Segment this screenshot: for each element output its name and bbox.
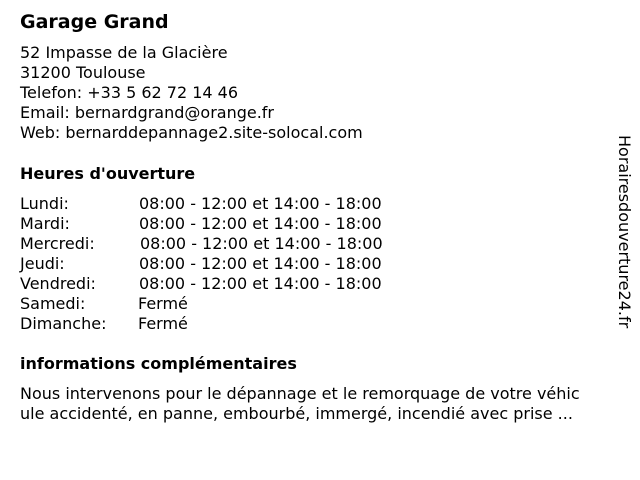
page-title: Garage Grand: [20, 11, 169, 33]
watermark: [610, 135, 635, 371]
street-address: 52 Impasse de la Glacière: [20, 43, 228, 62]
address-block: [20, 43, 363, 143]
website: Web: bernarddepannage2.site-solocal.com: [20, 123, 363, 142]
time-value: Fermé: [138, 294, 188, 313]
time-value: 08:00 - 12:00 et 14:00 - 18:00: [139, 214, 382, 233]
email-address: Email: bernardgrand@orange.fr: [20, 103, 275, 122]
watermark-text: Horairesdouverture24.fr: [615, 135, 634, 329]
day-label: Mardi:: [20, 214, 70, 233]
info-line: Nous intervenons pour le dépannage et le remorquage de votre véhic: [20, 384, 580, 403]
opening-hours-heading: Heures d'ouverture: [20, 164, 196, 183]
time-value: 08:00 - 12:00 et 14:00 - 18:00: [139, 274, 382, 293]
info-line: ule accidenté, en panne, embourbé, immergé, incendié avec prise ...: [20, 404, 573, 423]
day-label: Vendredi:: [20, 274, 96, 293]
additional-info-heading: informations complémentaires: [20, 354, 297, 373]
day-label: Dimanche:: [20, 314, 107, 333]
day-label: Samedi:: [20, 294, 86, 313]
day-label: Mercredi:: [20, 234, 95, 253]
time-value: Fermé: [138, 314, 188, 333]
additional-info-text: [20, 384, 580, 424]
city-postal: 31200 Toulouse: [20, 63, 146, 82]
day-label: Jeudi:: [20, 254, 65, 273]
day-label: Lundi:: [20, 194, 69, 213]
time-value: 08:00 - 12:00 et 14:00 - 18:00: [139, 254, 382, 273]
phone-number: Telefon: +33 5 62 72 14 46: [20, 83, 239, 102]
time-value: 08:00 - 12:00 et 14:00 - 18:00: [139, 194, 382, 213]
time-value: 08:00 - 12:00 et 14:00 - 18:00: [140, 234, 383, 253]
